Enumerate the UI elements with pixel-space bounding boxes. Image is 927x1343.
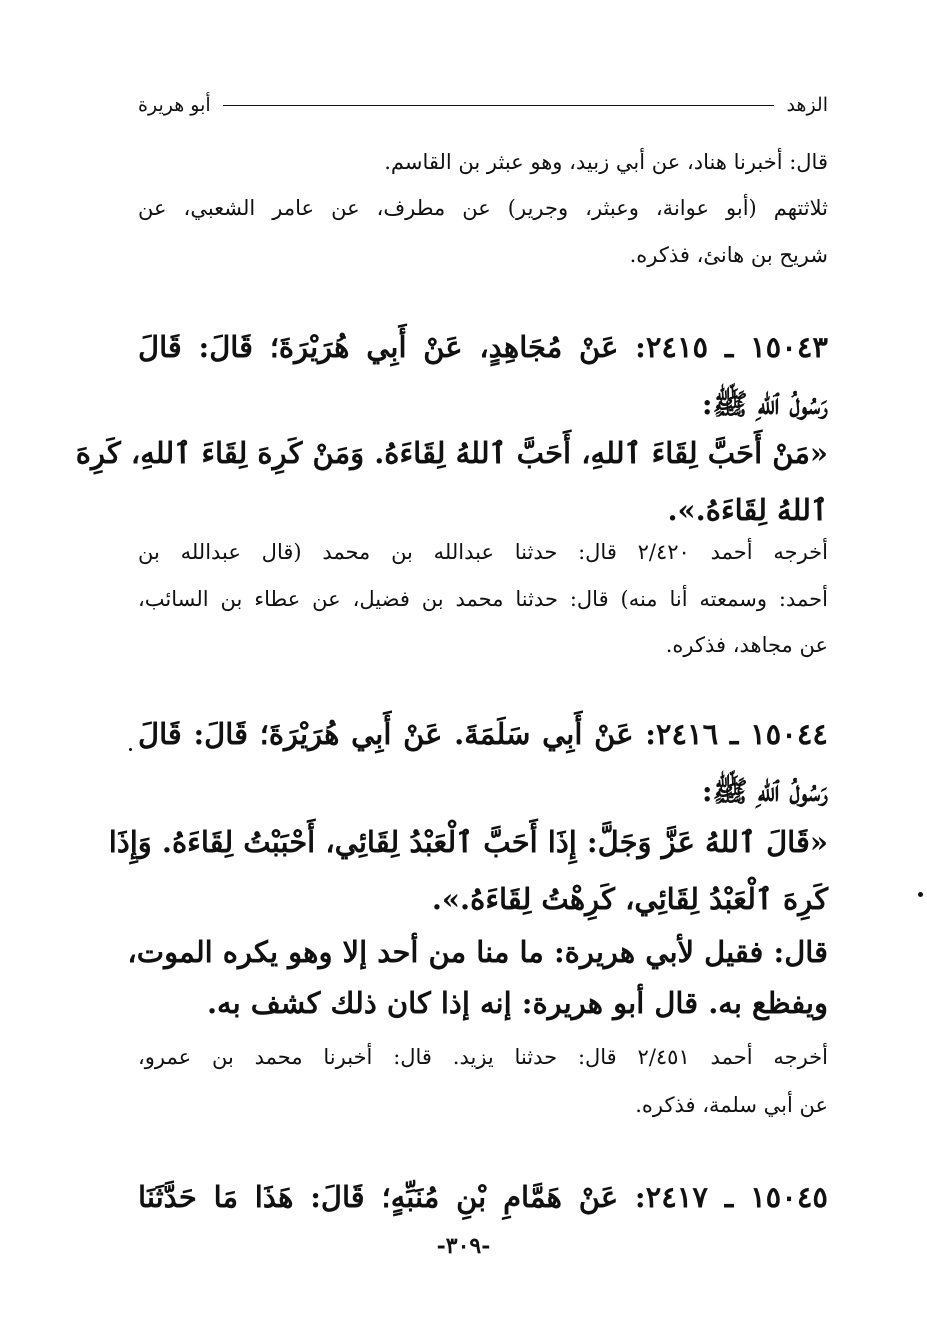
header-chapter-title: أبو هريرة [138,94,211,116]
header-book-title: الزهد [786,94,828,116]
hadith-text-line: رَسُولُ ٱللهِ ﷺ: [701,774,828,808]
hadith-heading: ١٥٠٤٣ ـ ٢٤١٥: عَنْ مُجَاهِدٍ، عَنْ أَبِي هُرَيْرَةَ؛ قَالَ: قَالَ [138,330,828,364]
hadith-text-line: ويفظع به. قال أبو هريرة: إنه إذا كان ذلك كشف به. [206,986,828,1020]
hadith-text-line: قال: فقيل لأبي هريرة: ما منا من أحد إلا وهو يكره الموت، [127,935,828,969]
header-rule [223,105,775,106]
page-number: -٣٠٩- [436,1233,491,1259]
takhrij-line: أخرجه أحمد ٢/٤٥١ قال: حدثنا يزيد. قال: أخبرنا محمد بن عمرو، [138,1045,828,1069]
takhrij-line: أحمد: وسمعته أنا منه) قال: حدثنا محمد بن فضيل، عن عطاء بن السائب، [138,587,828,611]
hadith-text-line: ٱللهُ لِقَاءَهُ.». [667,493,828,527]
hadith-text-line: «قَالَ ٱللهُ عَزَّ وَجَلَّ: إِذَا أَحَبَّ ٱلْعَبْدُ لِقَائِي، أَحْبَبْتُ لِقَاءَهُ. وَإِذَا [108,825,828,859]
running-header [138,92,828,118]
hadith-text-line: «مَنْ أَحَبَّ لِقَاءَ ٱللهِ، أَحَبَّ ٱللهُ لِقَاءَهُ. وَمَنْ كَرِهَ لِقَاءَ ٱللهِ، كَرِهَ [75,436,828,470]
hadith-heading: ١٥٠٤٤ ـ ٢٤١٦: عَنْ أَبِي سَلَمَةَ. عَنْ أَبِي هُرَيْرَةَ؛ قَالَ: قَالَ [138,717,828,751]
scan-speck [129,748,132,751]
text-line: قال: أخبرنا هناد، عن أبي زبيد، وهو عبثر بن القاسم. [384,150,828,174]
hadith-heading: ١٥٠٤٥ ـ ٢٤١٧: عَنْ هَمَّامِ بْنِ مُنَبِّهٍ؛ قَالَ: هَذَا مَا حَدَّثَنَا [138,1180,828,1214]
text-line: ثلاثتهم (أبو عوانة، وعبثر، وجرير) عن مطرف، عن عامر الشعبي، عن [138,196,828,220]
hadith-text-line: رَسُولُ ٱللهِ ﷺ: [701,387,828,421]
scan-speck [918,892,923,897]
takhrij-line: أخرجه أحمد ٢/٤٢٠ قال: حدثنا عبدالله بن محمد (قال عبدالله بن [138,540,828,564]
takhrij-line: عن أبي سلمة، فذكره. [635,1093,828,1117]
text-line: شريح بن هانئ، فذكره. [629,243,828,267]
takhrij-line: عن مجاهد، فذكره. [665,633,828,657]
hadith-text-line: كَرِهَ ٱلْعَبْدُ لِقَائِي، كَرِهْتُ لِقَاءَهُ.». [431,882,828,916]
